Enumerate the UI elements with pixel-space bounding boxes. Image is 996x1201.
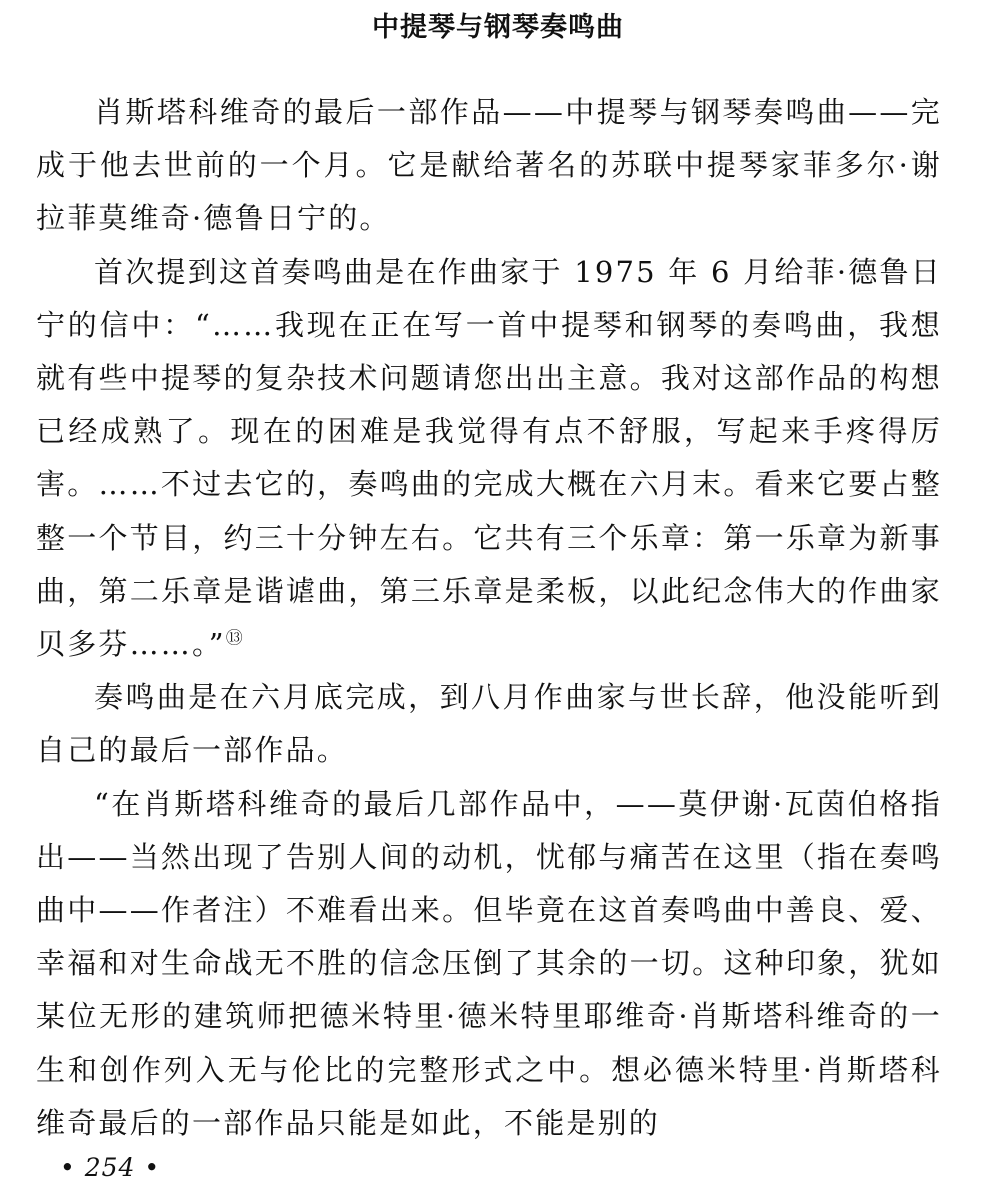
page-number: • 254 • [60, 1153, 161, 1182]
paragraph-completion: 奏鸣曲是在六月底完成，到八月作曲家与世长辞，他没能听到自己的最后一部作品。 [36, 680, 942, 768]
page-title: 中提琴与钢琴奏鸣曲 [372, 12, 624, 43]
letter-quote-text: 首次提到这首奏鸣曲是在作曲家于 1975 年 6 月给菲·德鲁日宁的信中：“……我现在正在写一首中提琴和钢琴的奏鸣曲，我想就有些中提琴的复杂技术问题请您出出主意。我对这部作品的构想已经成熟了。现在的困难是我觉得有点不舒服，写起来手疼得厉害。……不过去它的，奏鸣曲的完成大概在六月末。看来它要占整整一个节目，约三十分钟左右。它共有三个乐章：第一乐章为新事曲，第二乐章是谐谑曲，第三乐章是柔板，以此纪念伟大的作曲家贝多芬……。” [36, 254, 942, 662]
paragraph-dedication: 肖斯塔科维奇的最后一部作品——中提琴与钢琴奏鸣曲——完成于他去世前的一个月。它是献给著名的苏联中提琴家菲多尔·谢拉菲莫维奇·德鲁日宁的。 [36, 95, 942, 236]
footnote-marker: ⑬ [225, 628, 243, 649]
body-text [36, 86, 942, 1150]
paragraph-letter-quote [36, 246, 942, 672]
paragraph-vainberg-quote: “在肖斯塔科维奇的最后几部作品中，——莫伊谢·瓦茵伯格指出——当然出现了告别人间的动机，忧郁与痛苦在这里（指在奏鸣曲中——作者注）不难看出来。但毕竟在这首奏鸣曲中善良、爱、幸福和对生命战无不胜的信念压倒了其余的一切。这种印象，犹如某位无形的建筑师把德米特里·德米特里耶维奇·肖斯塔科维奇的一生和创作列入无与伦比的完整形式之中。想必德米特里·肖斯塔科维奇最后的一部作品只能是如此，不能是别的 [36, 786, 942, 1140]
